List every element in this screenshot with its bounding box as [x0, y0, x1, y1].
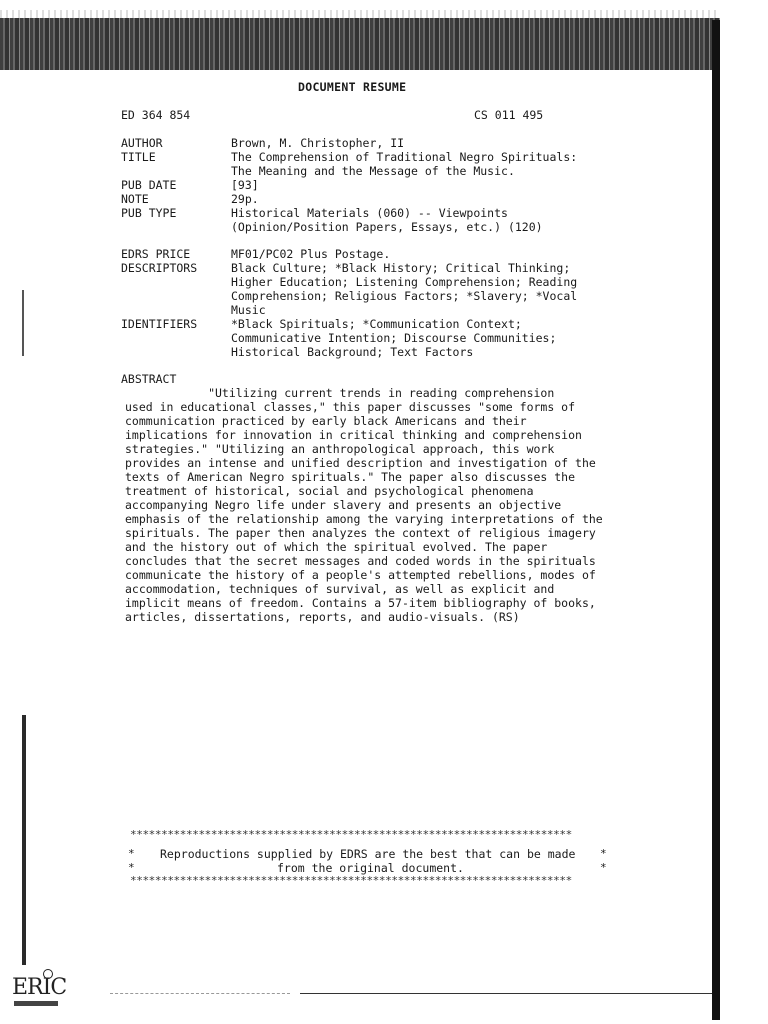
- eric-logo-mark-icon: [43, 969, 53, 979]
- field-value-descriptors: Black Culture; *Black History; Critical Thinking; Higher Education; Listening Comprehension; Reading Comprehension; Religious Factors; *Slavery; *Vocal Music: [231, 261, 578, 317]
- field-value-note: 29p.: [231, 192, 259, 206]
- abstract-line: provides an intense and unified description and investigation of the: [125, 456, 596, 470]
- field-value-edrs-price: MF01/PC02 Plus Postage.: [231, 247, 391, 261]
- abstract-line: accommodation, techniques of survival, as well as explicit and: [125, 582, 555, 596]
- scan-noise-band: [0, 18, 720, 70]
- footer-star-border-top: ***********************************************************************: [130, 828, 572, 841]
- scan-left-bar: [22, 715, 26, 965]
- abstract-body: [125, 386, 605, 624]
- abstract-line: "Utilizing current trends in reading comprehension: [125, 386, 555, 400]
- field-label-author: AUTHOR: [121, 136, 163, 150]
- abstract-line: accompanying Negro life under slavery and presents an objective: [125, 498, 562, 512]
- abstract-label: ABSTRACT: [121, 372, 177, 386]
- abstract-line: implicit means of freedom. Contains a 57-item bibliography of books,: [125, 596, 596, 610]
- field-label-pub-type: PUB TYPE: [121, 206, 177, 220]
- abstract-line: strategies." "Utilizing an anthropological approach, this work: [125, 442, 555, 456]
- abstract-line: implications for innovation in critical thinking and comprehension: [125, 428, 582, 442]
- footer-star-right-2: *: [600, 861, 607, 874]
- scan-bottom-line: [300, 993, 712, 994]
- abstract-line: and the history out of which the spiritual evolved. The paper: [125, 540, 548, 554]
- ed-number: ED 364 854: [121, 108, 191, 122]
- field-label-note: NOTE: [121, 192, 149, 206]
- field-value-pub-date: [93]: [231, 178, 259, 192]
- abstract-line: spirituals. The paper then analyzes the context of religious imagery: [125, 526, 596, 540]
- scan-right-edge: [712, 20, 720, 1020]
- field-value-title: The Comprehension of Traditional Negro Spirituals: The Meaning and the Message of the Music.: [231, 150, 578, 178]
- footer-reproduction-line-2: from the original document.: [277, 861, 464, 875]
- footer-star-border-bottom: ***********************************************************************: [130, 874, 572, 887]
- field-label-identifiers: IDENTIFIERS: [121, 317, 198, 331]
- abstract-line: treatment of historical, social and psychological phenomena: [125, 484, 534, 498]
- field-value-author: Brown, M. Christopher, II: [231, 136, 405, 150]
- abstract-line: emphasis of the relationship among the varying interpretations of the: [125, 512, 603, 526]
- eric-logo-subbar: [14, 1001, 58, 1006]
- abstract-line: communication practiced by early black Americans and their: [125, 414, 527, 428]
- field-label-edrs-price: EDRS PRICE: [121, 247, 191, 261]
- footer-star-left-2: *: [128, 861, 135, 874]
- eric-logo: [12, 975, 67, 1015]
- scan-bottom-dash: [110, 993, 290, 995]
- footer-reproduction-line-1: Reproductions supplied by EDRS are the best that can be made: [160, 847, 576, 861]
- field-label-pub-date: PUB DATE: [121, 178, 177, 192]
- field-label-descriptors: DESCRIPTORS: [121, 261, 198, 275]
- field-value-identifiers: *Black Spirituals; *Communication Context; Communicative Intention; Discourse Communities; Historical Background; Text Factors: [231, 317, 557, 359]
- abstract-line: concludes that the secret messages and coded words in the spirituals: [125, 554, 596, 568]
- abstract-line: texts of American Negro spirituals." The paper also discusses the: [125, 470, 576, 484]
- field-value-pub-type: Historical Materials (060) -- Viewpoints (Opinion/Position Papers, Essays, etc.) (120): [231, 206, 543, 234]
- abstract-line: used in educational classes," this paper discusses "some forms of: [125, 400, 576, 414]
- abstract-line: articles, dissertations, reports, and audio-visuals. (RS): [125, 610, 520, 624]
- footer-star-left-1: *: [128, 847, 135, 860]
- field-label-title: TITLE: [121, 150, 156, 164]
- abstract-line: communicate the history of a people's attempted rebellions, modes of: [125, 568, 596, 582]
- footer-star-right-1: *: [600, 847, 607, 860]
- document-title: DOCUMENT RESUME: [298, 80, 407, 94]
- cs-number: CS 011 495: [474, 108, 544, 122]
- scan-left-mark: [22, 290, 24, 356]
- eric-logo-text: ERIC: [12, 975, 67, 1000]
